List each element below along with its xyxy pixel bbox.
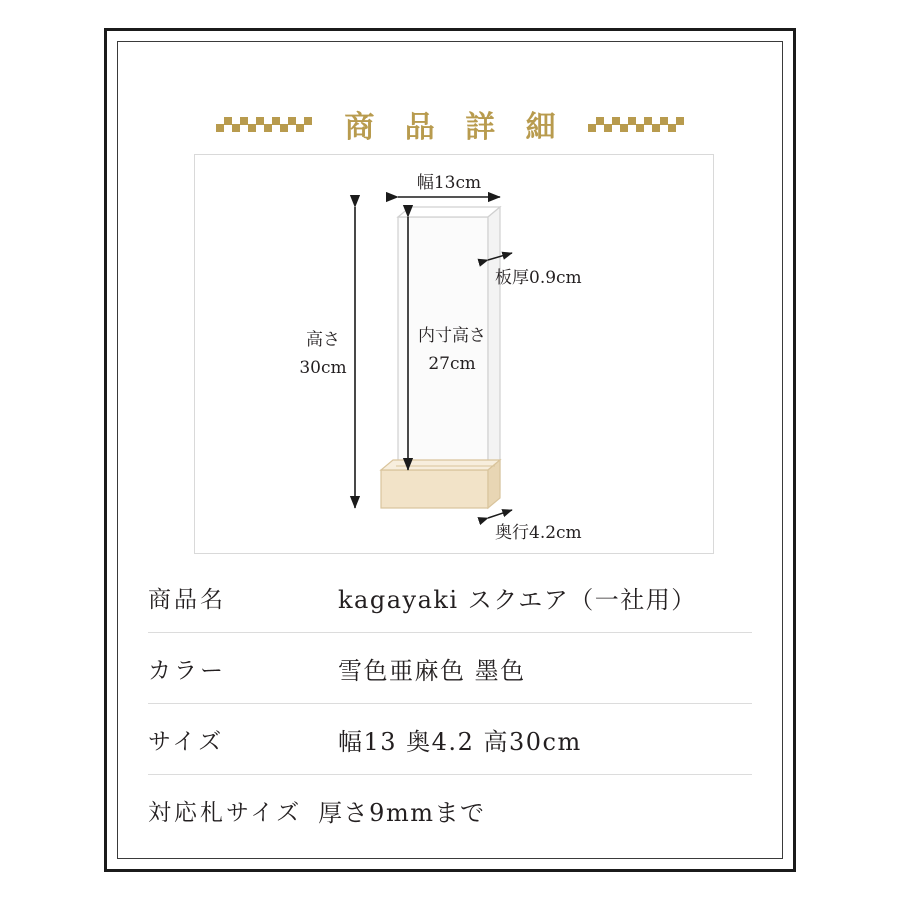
label-depth: 奥行4.2cm [495, 523, 582, 543]
label-inner-height-1: 内寸高さ [418, 326, 486, 346]
table-row [148, 562, 752, 633]
inner-border [117, 41, 783, 859]
outer-border [104, 28, 796, 872]
spec-value-color: 雪色亜麻色 墨色 [338, 656, 526, 685]
spec-table [148, 562, 752, 845]
page-title: 商 品 詳 細 [344, 110, 566, 145]
table-row [148, 633, 752, 704]
spec-value-product-name: kagayaki スクエア（一社用） [338, 585, 697, 614]
spec-label-plate-size: 対応札サイズ [148, 799, 303, 826]
label-total-height-1: 高さ [306, 330, 340, 350]
page-header [118, 94, 782, 154]
table-row [148, 775, 752, 845]
checker-pattern-right-icon [588, 113, 684, 135]
label-width: 幅13cm [416, 173, 482, 193]
product-diagram [194, 154, 714, 554]
table-row [148, 704, 752, 775]
spec-label-color: カラー [148, 657, 226, 684]
label-total-height-2: 30cm [299, 358, 347, 378]
spec-label-product-name: 商品名 [148, 586, 226, 613]
spec-value-size: 幅13 奥4.2 高30cm [338, 727, 582, 756]
checker-pattern-left-icon [216, 113, 312, 135]
spec-label-size: サイズ [148, 728, 225, 755]
label-thickness: 板厚0.9cm [495, 268, 582, 288]
label-inner-height-2: 27cm [428, 354, 476, 374]
spec-value-plate-size: 厚さ9mmまで [318, 798, 486, 827]
